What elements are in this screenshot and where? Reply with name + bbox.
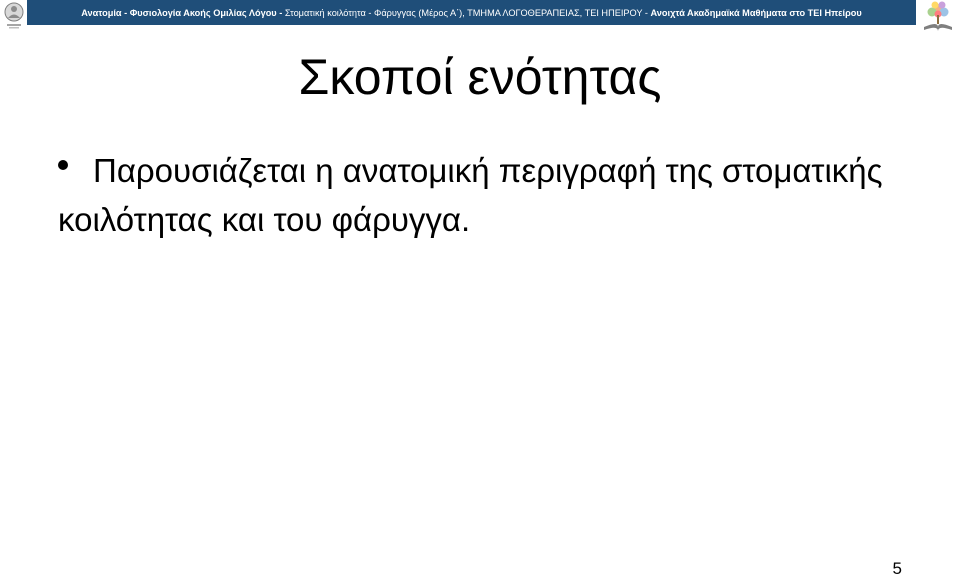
header-bar: [0, 0, 960, 25]
slide-title: Σκοποί ενότητας: [298, 49, 662, 105]
program-title: Ανοιχτά Ακαδημαϊκά Μαθήματα στο ΤΕΙ Ηπείρου: [650, 7, 862, 18]
open-courses-tree-book-icon: [919, 0, 957, 34]
bullet-text: Παρουσιάζεται η ανατομική περιγραφή της στοματικής κοιλότητας και του φάρυγγα.: [58, 152, 883, 238]
bullet-list: [58, 146, 918, 244]
header-band: [27, 0, 916, 25]
page-number: 5: [892, 559, 902, 578]
bullet-item: [58, 146, 918, 244]
header-text: [81, 8, 862, 18]
lecture-title: Στοματική κοιλότητα - Φάρυγγας (Μέρος Α΄), ΤΜΗΜΑ ΛΟΓΟΘΕΡΑΠΕΙΑΣ, ΤΕΙ ΗΠΕΙΡΟΥ -: [284, 7, 651, 18]
course-title: Ανατομία - Φυσιολογία Ακοής Ομιλίας Λόγου -: [81, 7, 285, 18]
institution-seal-icon: [2, 1, 26, 31]
bullet-dot-icon: [58, 160, 68, 170]
